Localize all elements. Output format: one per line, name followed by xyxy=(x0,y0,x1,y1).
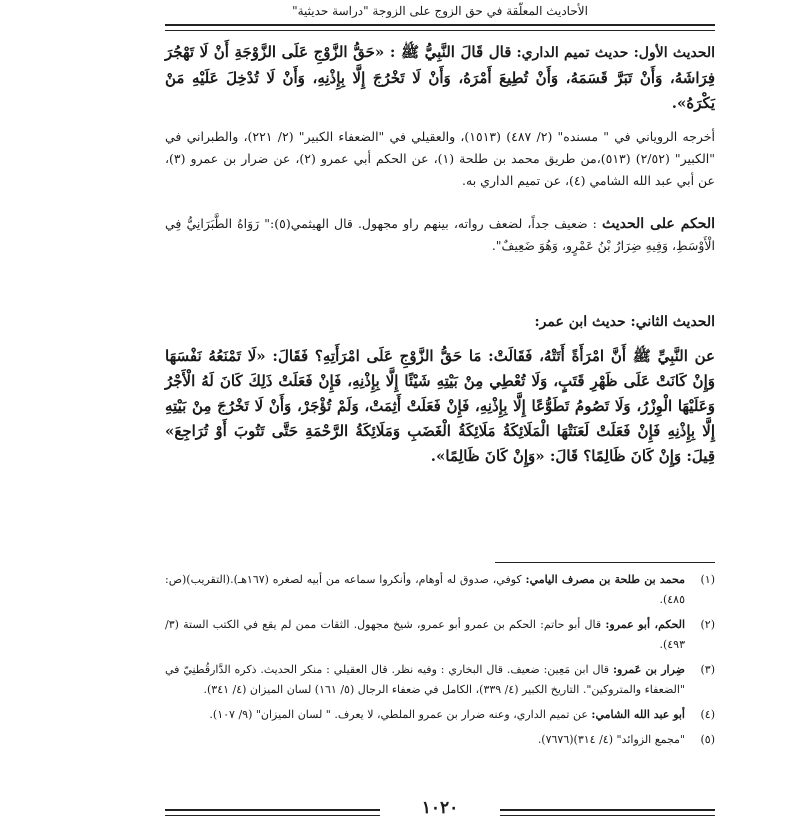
footnotes xyxy=(165,570,715,755)
hadith-2-text: عن النَّبِيِّ ﷺ أَنَّ امْرَأَةً أَتَتْهُ، فَقَالَتْ: مَا حَقُّ الزَّوْجِ عَلَى امْرَأَتِهِ؟ فَقَالَ: «لَا تَمْنَعُهُ نَفْسَهَا وَإِنْ كَانَتْ عَلَى ظَهْرِ قَتَبٍ، وَلَا تُعْطِي مِنْ بَيْتِهِ شَيْئًا إِلَّا بِإِذْنِهِ، فَإِنْ فَعَلَتْ ذَلِكَ كَانَ لَهُ الْأَجْرُ وَعَلَيْهَا الْوِزْرُ، وَلَا تَصُومُ تَطَوُّعًا إِلَّا بِإِذْنِهِ، فَإِنْ فَعَلَتْ أَثِمَتْ، وَلَمْ تُؤْجَرْ، وَأَنْ لَا تَخْرُجَ مِنْ بَيْتِهِ إِلَّا بِإِذْنِهِ فَإِنْ فَعَلَتْ لَعَنَتْهَا الْمَلَائِكَةُ مَلَائِكَةُ الْغَضَبِ وَمَلَائِكَةُ الرَّحْمَةِ حَتَّى تَتُوبَ أَوْ تُرَاجِعَ» قِيلَ: وَإِنْ كَانَ ظَالِمًا؟ قَالَ: «وَإِنْ كَانَ ظَالِمًا». xyxy=(165,347,715,465)
footnote-3 xyxy=(165,660,715,700)
footnote-2 xyxy=(165,615,715,655)
hadith-1-section xyxy=(165,40,715,116)
footnote-text: عن تميم الداري، وعنه ضرار بن عمرو الملطي، لا يعرف. " لسان الميزان" (٩/ ١٠٧). xyxy=(209,708,592,721)
header-rule xyxy=(165,24,715,31)
running-header: الأحاديث المعلّقة في حق الزوج على الزوجة "دراسة حديثية" xyxy=(292,4,588,18)
footnote-number: (٥) xyxy=(700,733,715,746)
footnote-number: (٤) xyxy=(700,708,715,721)
footnote-text: قال أبو حاتم: الحكم بن عمرو أبو عمرو، شيخ مجهول. الثقات ممن لم يقع في الكتب الستة (٣/ ٤٩٣). xyxy=(165,618,685,651)
footnote-text: كوفي، صدوق له أوهام، وأنكروا سماعه من أبيه لصغره (١٦٧هـ).(التقريب)(ص: ٤٨٥). xyxy=(165,573,685,606)
hadith-1-text: قال قَالَ النَّبِيُّ ﷺ : «حَقُّ الزَّوْجِ عَلَى الزَّوْجَةِ أَنْ لَا تَهْجُرَ فِرَاشَهُ، وَأَنْ تَبَرَّ قَسَمَهُ، وَأَنْ تُطِيعَ أَمْرَهُ، وَأَنْ لَا تَخْرُجَ إِلَّا بِإِذْنِهِ، وَأَنْ لَا تُدْخِلَ عَلَيْهِ مَنْ يَكْرَهُ». xyxy=(165,43,715,112)
ruling-text: : ضعيف جداً، لضعف رواته، بينهم راو مجهول. قال الهيثمي(٥):" رَوَاهُ الطَّبَرَانِيُّ فِي الْأَوْسَطِ، وَفِيهِ ضِرَارُ بْنُ عَمْرٍو، وَهُوَ ضَعِيفٌ". xyxy=(165,216,715,253)
hadith-1-paragraph xyxy=(165,40,715,116)
footnote-5 xyxy=(165,730,715,750)
footnote-body xyxy=(165,660,685,700)
footnote-separator xyxy=(495,562,715,563)
page-number-rule-left xyxy=(165,809,380,816)
footnote-body xyxy=(165,615,685,655)
footnote-text: قال ابن مَعِين: ضعيف. قال البخاري : وفيه نظر. قال العقيلي : منكر الحديث. ذكره الدَّارقُطنِيّ في "الضعفاء والمتروكين". التاريخ الكبير (٤/ ٣٣٩)، الكامل في ضعفاء الرجال (٥/ ١٦١) لسان الميزان (٤/ ٣٤١). xyxy=(165,663,685,696)
footnote-name: ضِرار بن عَمرو: xyxy=(612,663,685,676)
hadith-2-heading-block xyxy=(165,314,715,330)
document-page xyxy=(165,0,715,824)
hadith-1-takhrij xyxy=(165,126,715,192)
hadith-1-heading: الحديث الأول: حديث تميم الداري: xyxy=(516,45,716,61)
footnote-body xyxy=(165,730,685,750)
hadith-1-ruling xyxy=(165,213,715,257)
footnote-number: (٢) xyxy=(700,618,715,631)
footnote-number: (٣) xyxy=(700,663,715,676)
hadith-2-heading: الحديث الثاني: حديث ابن عمر: xyxy=(534,314,715,330)
footnote-4 xyxy=(165,705,715,725)
footnote-body xyxy=(165,705,685,725)
footnote-text: "مجمع الزوائد" (٤/ ٣١٤)(٧٦٧٦). xyxy=(537,733,685,746)
page-number: ١٠٢٠ xyxy=(421,798,459,818)
footnote-body xyxy=(165,570,685,610)
footnote-1 xyxy=(165,570,715,610)
hadith-2-section xyxy=(165,344,715,469)
ruling-label: الحكم على الحديث xyxy=(601,216,715,232)
footnote-name: أبو عبد الله الشامي: xyxy=(591,708,685,721)
footnote-number: (١) xyxy=(700,573,715,586)
footnote-name: الحكم، أبو عمرو: xyxy=(605,618,686,631)
takhrij-text: أخرجه الروياني في " مسنده" (٢/ ٤٨٧) (١٥١٣)، والعقيلي في "الضعفاء الكبير" (٢/ ٢٢١)، والطبراني في "الكبير" (٢/٥٢) (٥١٣)،من طريق محمد بن طلحة (١)، عن الحكم أبي عمرو (٢)، عن ضرار بن عمرو (٣)، عن أبي عبد الله الشامي (٤)، عن تميم الداري به. xyxy=(165,129,715,188)
footnote-name: محمد بن طلحة بن مصرف اليامي: xyxy=(525,573,685,586)
ruling-paragraph xyxy=(165,213,715,257)
